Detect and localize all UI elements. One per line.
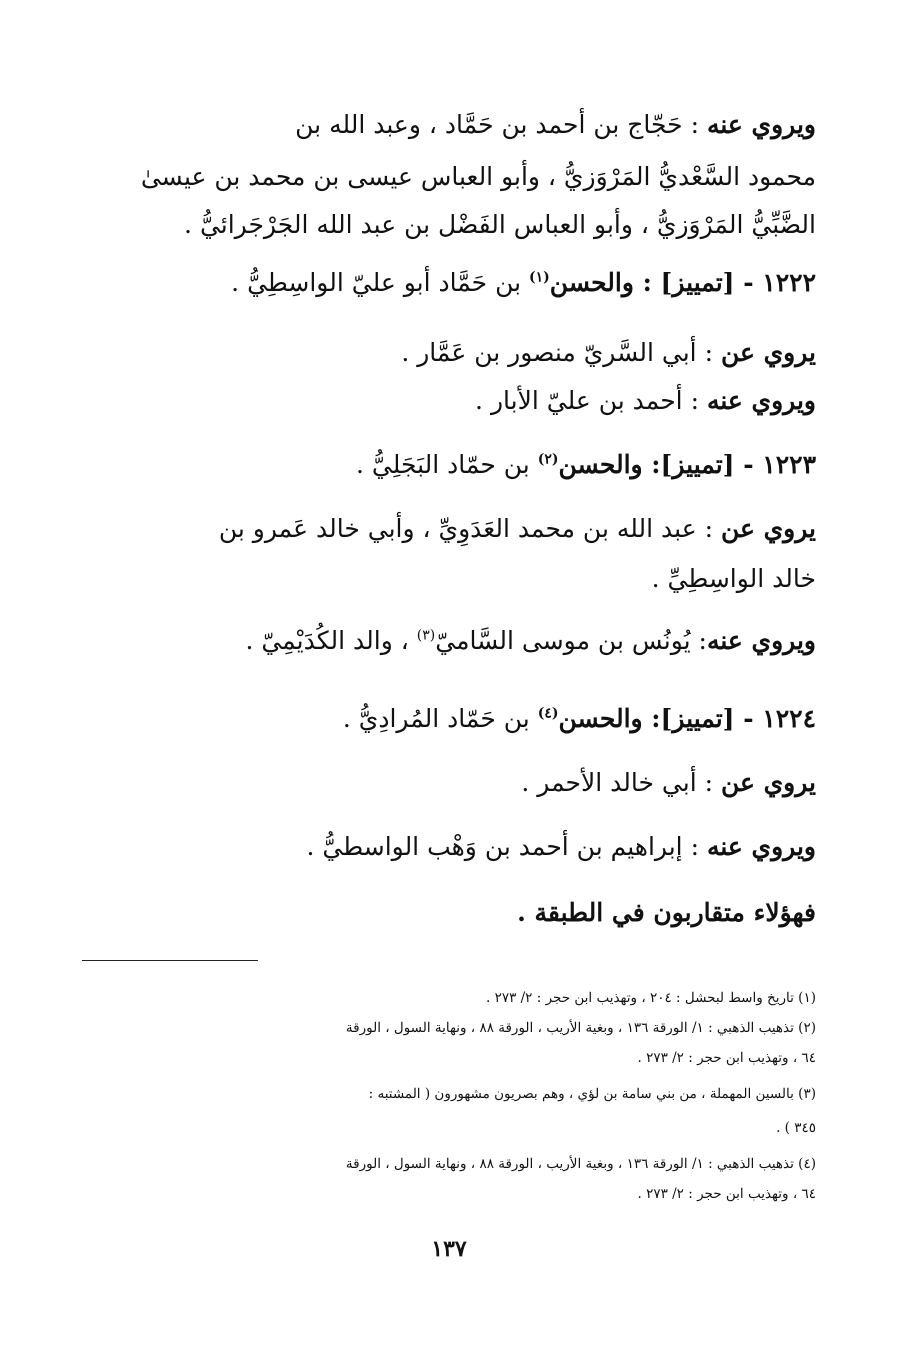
footnote-3: (٣) بالسين المهملة ، من بني سامة بن لؤي ، وهم بصريون مشهورون ( المشتبه : [368, 1086, 816, 1102]
text-line: خالد الواسِطِيِّ . [651, 564, 816, 593]
narrated-by-label: ويروي عنه [706, 110, 816, 139]
footnote-separator [82, 960, 258, 961]
text-line: محمود السَّعْديُّ المَرْوَزيُّ ، وأبو العباس عيسى بن محمد بن عيسىٰ [140, 162, 816, 191]
entry-heading-1224: ١٢٢٤ - [تمييز]: والحسن$^{(٤)}$ بن حَمّاد المُرادِيُّ . [342, 704, 816, 733]
narrated-by-label: ويروي عنه [706, 626, 816, 655]
narrated-by-label: ويروي عنه [706, 832, 816, 861]
text-line: يروي عن : عبد الله بن محمد العَدَوِيِّ ، وأبي خالد عَمرو بن [218, 514, 816, 543]
narrated-by-label: ويروي عنه [706, 386, 816, 415]
text-line: يروي عن : أبي خالد الأحمر . [521, 768, 816, 797]
text-line: ويروي عنه: يُونُس بن موسى السَّاميّ$^{(٣)}$ ، والد الكُدَيْمِيّ . [245, 626, 816, 655]
narrates-from-label: يروي عن [720, 514, 816, 543]
text-line: الضَّبِّيُّ المَرْوَزيُّ ، وأبو العباس الفَضْل بن عبد الله الجَرْجَرائيُّ . [184, 210, 816, 239]
footnote-2: (٢) تذهيب الذهبي : ١/ الورقة ١٣٦ ، وبغية الأريب ، الورقة ٨٨ ، ونهاية السول ، الورقة [345, 1020, 816, 1036]
text-line: ويروي عنه : إبراهيم بن أحمد بن وَهْب الواسطيُّ . [306, 832, 816, 861]
entry-heading-1222: ١٢٢٢ - [تمييز] : والحسن$^{(١)}$ بن حَمَّاد أبو عليّ الواسِطِيُّ . [231, 268, 816, 297]
footnote-ref-2: (٢) [537, 451, 559, 468]
footnote-4-continued: ٦٤ ، وتهذيب ابن حجر : ٢/ ٢٧٣ . [637, 1186, 816, 1202]
page-number: ١٣٧ [431, 1236, 467, 1262]
text-line: ويروي عنه : أحمد بن عليّ الأبار . [475, 386, 816, 415]
footnote-4: (٤) تذهيب الذهبي : ١/ الورقة ١٣٦ ، وبغية الأريب ، الورقة ٨٨ ، ونهاية السول ، الورقة [345, 1156, 816, 1172]
text-line: يروي عن : أبي السَّريّ منصور بن عَمَّار . [401, 338, 816, 367]
footnote-2-continued: ٦٤ ، وتهذيب ابن حجر : ٢/ ٢٧٣ . [637, 1050, 816, 1066]
footnote-ref-3: (٣) [416, 627, 436, 644]
closing-line: فهؤلاء متقاربون في الطبقة . [517, 898, 816, 927]
footnote-ref-1: (١) [529, 269, 550, 286]
text-line: ويروي عنه : حَجّاج بن أحمد بن حَمَّاد ، وعبد الله بن [295, 110, 816, 139]
narrates-from-label: يروي عن [720, 768, 816, 797]
footnote-1: (١) تاريخ واسط لبحشل : ٢٠٤ ، وتهذيب ابن حجر : ٢/ ٢٧٣ . [485, 990, 816, 1006]
narrates-from-label: يروي عن [720, 338, 816, 367]
footnote-ref-4: (٤) [537, 705, 559, 722]
entry-heading-1223: ١٢٢٣ - [تمييز]: والحسن$^{(٢)}$ بن حمّاد البَجَلِيُّ . [355, 450, 816, 479]
footnote-3-continued: ٣٤٥ ) . [776, 1120, 816, 1136]
